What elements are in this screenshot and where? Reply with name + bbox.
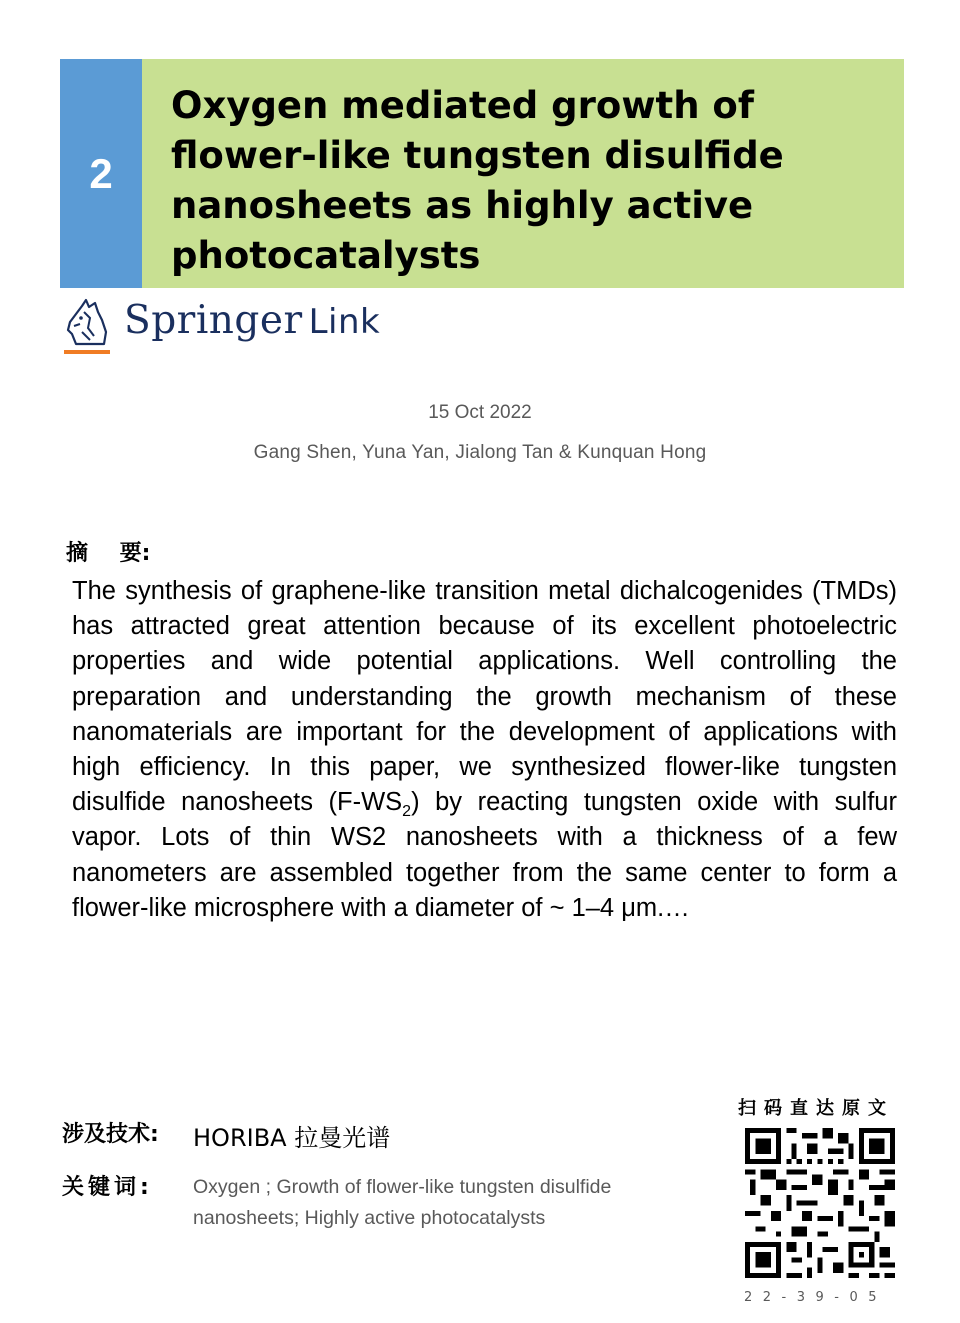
springer-link-logo[interactable] [62, 298, 381, 360]
springer-horse-icon [62, 298, 114, 360]
title-banner [60, 59, 904, 288]
abstract-label: 摘 要: [66, 541, 151, 566]
keywords-value: Oxygen ; Growth of flower-like tungsten disulfide nanosheets; Highly active photocatalysts [193, 1176, 612, 1229]
logo-wordmark [124, 298, 380, 343]
article-title: Oxygen mediated growth of flower-like tungsten disulfide nanosheets as highly active photocatalysts [171, 84, 784, 277]
logo-suffix: Link [308, 302, 381, 342]
publication-date: 15 Oct 2022 [428, 402, 532, 423]
abstract-text-part2: ) by reacting tungsten oxide with sulfur vapor. Lots of thin WS2 nanosheets with a thickness of a few nanometers are assembled together from the same center to form a flower-like microsphere with a diameter of ~ 1–4 μm.… [72, 788, 897, 922]
abstract-subscript: 2 [402, 803, 412, 821]
article-number: 2 [60, 59, 142, 288]
qr-code-icon[interactable] [745, 1128, 895, 1278]
abstract-text-part1: The synthesis of graphene-like transition metal dichalcogenides (TMDs) has attracted great attention because of its excellent photoelectric properties and wide potential applications. Well controlling the preparation and understanding the growth mechanism of these nanomaterials are important for the development of applications with high efficiency. In this paper, we synthesized flower-like tungsten disulfide nanosheets (F-WS [72, 577, 897, 817]
abstract-text [72, 574, 897, 926]
keywords-label: 关键词: [62, 1175, 153, 1200]
technology-value: HORIBA 拉曼光谱 [193, 1124, 391, 1152]
document-code: 22-39-05 [744, 1290, 888, 1305]
qr-caption: 扫码直达原文 [738, 1098, 894, 1119]
logo-brand: Springer [124, 298, 303, 343]
author-list: Gang Shen, Yuna Yan, Jialong Tan & Kunquan Hong [253, 442, 707, 463]
technology-label: 涉及技术: [62, 1122, 159, 1147]
